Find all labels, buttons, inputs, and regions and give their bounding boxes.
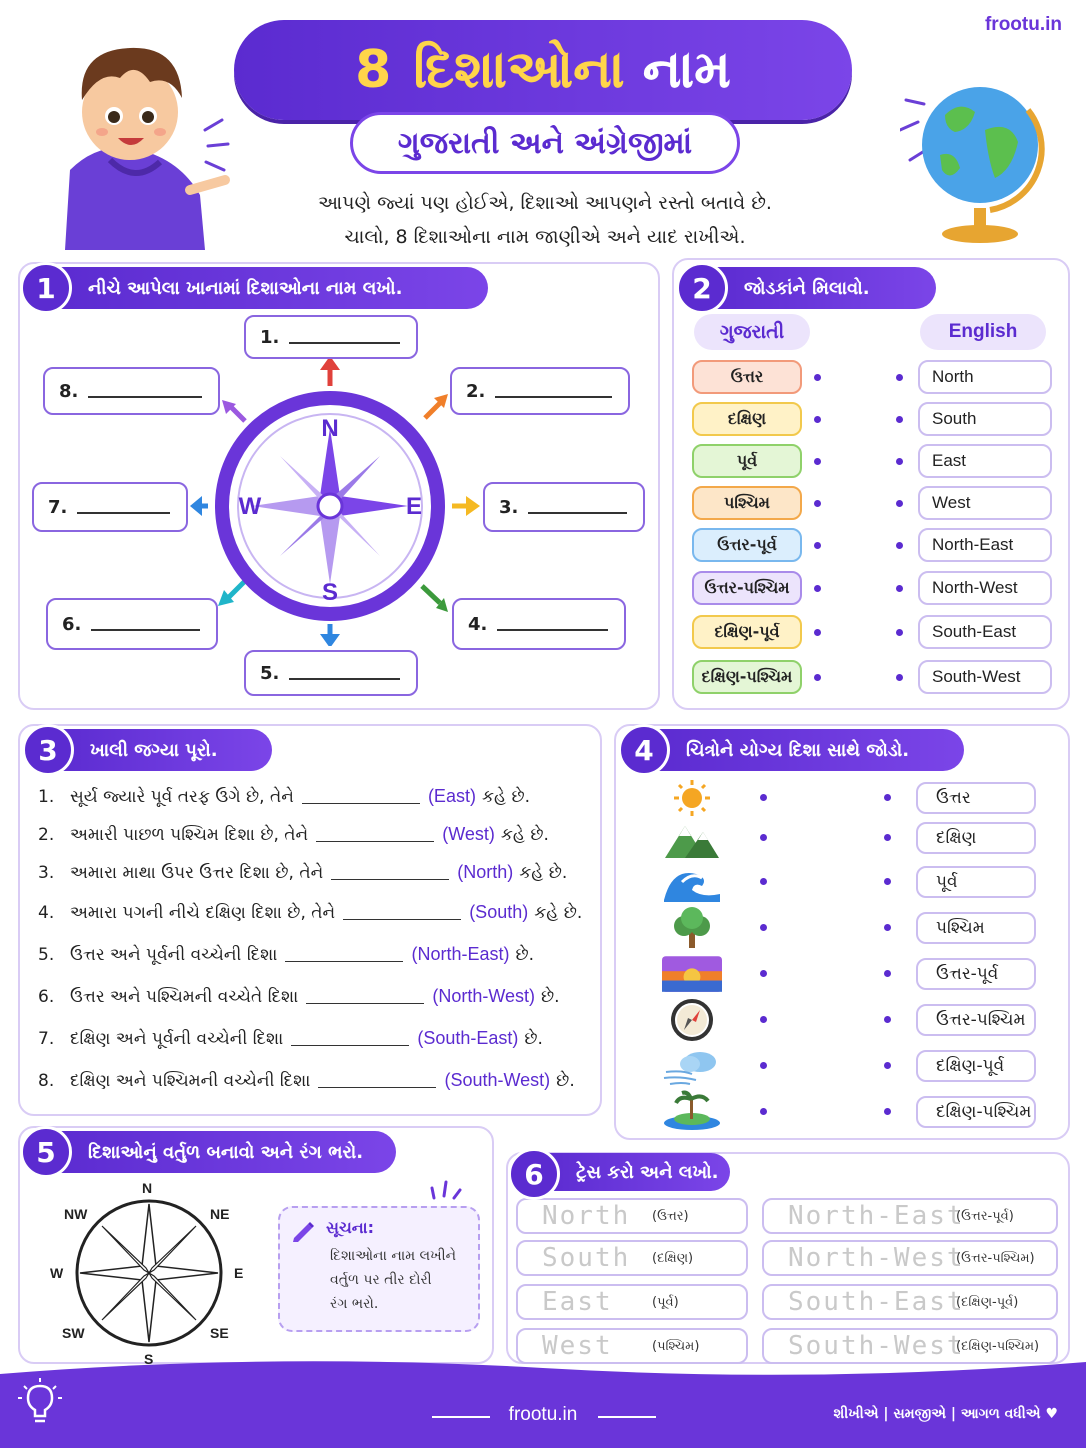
trace-box[interactable] (516, 1284, 748, 1320)
fill-row-number: 8. (38, 1070, 55, 1091)
fill-row-suffix: કહે છે. (519, 862, 568, 883)
trace-gujarati-hint: (દક્ષિણ) (652, 1250, 694, 1266)
trace-word: East (542, 1287, 613, 1317)
match-dot-right[interactable] (896, 542, 903, 549)
fill-in-row (38, 986, 560, 1007)
section-3-heading: ખાલી જગ્યા પૂરો. (50, 729, 272, 771)
picture-dot-left[interactable] (760, 878, 767, 885)
picture-dot-left[interactable] (760, 1108, 767, 1115)
section-5-heading: દિશાઓનું વર્તુળ બનાવો અને રંગ ભરો. (48, 1131, 396, 1173)
trace-gujarati-hint: (ઉત્તર-પૂર્વ) (956, 1208, 1014, 1224)
column-header-english: English (920, 314, 1046, 350)
match-english-item[interactable]: North-West (918, 571, 1052, 605)
fill-row-number: 2. (38, 824, 55, 845)
picture-dot-right[interactable] (884, 834, 891, 841)
section-5-number: 5 (20, 1126, 72, 1178)
match-dot-left[interactable] (814, 416, 821, 423)
circle-label-e: E (234, 1265, 244, 1281)
fill-in-row (38, 862, 567, 883)
fill-row-number: 6. (38, 986, 55, 1007)
compass-icon (662, 1000, 722, 1040)
fill-row-english-hint: (South-East) (417, 1028, 519, 1048)
fill-row-blank[interactable] (316, 828, 434, 842)
trace-box[interactable] (516, 1240, 748, 1276)
fill-row-sentence: અમારા પગની નીચે દક્ષિણ દિશા છે, તેને (70, 902, 336, 923)
fill-row-sentence: દક્ષિણ અને પૂર્વની વચ્ચેની દિશા (70, 1028, 284, 1049)
title-number: 8 (355, 40, 392, 100)
picture-dot-left[interactable] (760, 1016, 767, 1023)
match-dot-left[interactable] (814, 458, 821, 465)
fill-row-blank[interactable] (302, 790, 420, 804)
fill-in-row (38, 902, 582, 923)
match-dot-right[interactable] (896, 500, 903, 507)
globe-icon (900, 70, 1050, 250)
footer-wave (0, 1352, 1086, 1448)
hint-text (330, 1244, 466, 1316)
trace-gujarati-hint: (દક્ષિણ-પશ્ચિમ) (956, 1338, 1040, 1354)
picture-answer-item[interactable]: પૂર્વ (916, 866, 1036, 898)
sun-icon (662, 778, 722, 818)
direction-box-6[interactable] (46, 598, 218, 650)
match-dot-right[interactable] (896, 374, 903, 381)
match-gujarati-item[interactable]: પશ્ચિમ (692, 486, 802, 520)
pencil-icon (290, 1218, 316, 1244)
sparkle-icon (428, 1178, 462, 1202)
match-dot-right[interactable] (896, 458, 903, 465)
trace-gujarati-hint: (પશ્ચિમ) (652, 1338, 700, 1354)
match-english-item[interactable]: South (918, 402, 1052, 436)
fill-row-number: 5. (38, 944, 55, 965)
picture-dot-right[interactable] (884, 794, 891, 801)
title-word-1: દિશાઓના (413, 39, 625, 100)
compass-label-e: E (405, 493, 423, 520)
wind-cloud-icon (662, 1046, 722, 1086)
box-number: 6. (62, 613, 82, 635)
match-dot-left[interactable] (814, 585, 821, 592)
page-title (234, 20, 852, 120)
direction-box-4[interactable] (452, 598, 626, 650)
fill-row-suffix: કહે છે. (481, 786, 530, 807)
match-english-item[interactable]: North (918, 360, 1052, 394)
trace-word: South (542, 1243, 631, 1273)
fill-row-number: 3. (38, 862, 55, 883)
fill-row-blank[interactable] (343, 906, 461, 920)
picture-dot-right[interactable] (884, 1062, 891, 1069)
circle-label-ne: NE (210, 1206, 230, 1222)
hint-box (278, 1206, 480, 1332)
compass-label-n: N (321, 415, 339, 442)
trace-word: North-East (788, 1201, 965, 1231)
trace-word: South-East (788, 1287, 965, 1317)
direction-box-7[interactable] (32, 482, 188, 532)
box-number: 7. (48, 496, 68, 518)
trace-word: West (542, 1331, 613, 1361)
fill-row-suffix: કહે છે. (534, 902, 583, 923)
match-gujarati-item[interactable]: પૂર્વ (692, 444, 802, 478)
fill-row-blank[interactable] (285, 948, 403, 962)
trace-word: North-West (788, 1243, 965, 1273)
picture-dot-left[interactable] (760, 794, 767, 801)
match-gujarati-item[interactable]: દક્ષિણ (692, 402, 802, 436)
fill-row-suffix: છે. (556, 1070, 575, 1091)
picture-dot-right[interactable] (884, 970, 891, 977)
box-number: 4. (468, 613, 488, 635)
fill-in-row (38, 944, 534, 965)
fill-row-english-hint: (South) (469, 902, 529, 922)
section-3-number: 3 (22, 724, 74, 776)
match-gujarati-item[interactable]: ઉત્તર-પૂર્વ (692, 528, 802, 562)
circle-label-n: N (142, 1180, 153, 1196)
footer-brand[interactable]: frootu.in (508, 1404, 578, 1425)
picture-dot-left[interactable] (760, 834, 767, 841)
intro-line-1: આપણે જ્યાં પણ હોઈએ, દિશાઓ આપણને રસ્તો બતાવે છે. (318, 192, 772, 214)
box-number: 3. (499, 496, 519, 518)
picture-dot-right[interactable] (884, 1108, 891, 1115)
match-dot-left[interactable] (814, 674, 821, 681)
tree-icon (662, 908, 722, 948)
fill-row-english-hint: (North-West) (432, 986, 536, 1006)
wave-icon (662, 864, 722, 904)
circle-label-w: W (50, 1265, 64, 1281)
sunset-icon (662, 954, 722, 994)
fill-row-english-hint: (North) (457, 862, 514, 882)
trace-gujarati-hint: (ઉત્તર) (652, 1208, 689, 1224)
match-dot-right[interactable] (896, 416, 903, 423)
fill-row-blank[interactable] (318, 1074, 436, 1088)
fill-row-suffix: છે. (541, 986, 560, 1007)
compass-label-w: W (238, 493, 262, 520)
fill-in-row (38, 1070, 575, 1091)
fill-row-english-hint: (South-West) (444, 1070, 551, 1090)
picture-answer-item[interactable]: દક્ષિણ (916, 822, 1036, 854)
picture-answer-item[interactable]: દક્ષિણ-પૂર્વ (916, 1050, 1036, 1082)
fill-row-blank[interactable] (331, 866, 449, 880)
match-dot-left[interactable] (814, 374, 821, 381)
brand-logo-text[interactable]: frootu.in (984, 14, 1062, 35)
circle-label-se: SE (210, 1325, 229, 1341)
match-gujarati-item[interactable]: ઉત્તર (692, 360, 802, 394)
match-dot-left[interactable] (814, 500, 821, 507)
match-dot-left[interactable] (814, 542, 821, 549)
picture-answer-item[interactable]: ઉત્તર-પશ્ચિમ (916, 1004, 1036, 1036)
picture-dot-left[interactable] (760, 924, 767, 931)
section-4-number: 4 (618, 724, 670, 776)
column-header-gujarati: ગુજરાતી (694, 314, 810, 350)
match-gujarati-item[interactable]: દક્ષિણ-પૂર્વ (692, 615, 802, 649)
match-gujarati-item[interactable]: ઉત્તર-પશ્ચિમ (692, 571, 802, 605)
fill-row-number: 7. (38, 1028, 55, 1049)
match-english-item[interactable]: North-East (918, 528, 1052, 562)
direction-box-8[interactable] (43, 367, 220, 415)
fill-row-sentence: અમારા માથા ઉપર ઉત્તર દિશા છે, તેને (70, 862, 324, 883)
direction-box-3[interactable] (483, 482, 645, 532)
fill-row-blank[interactable] (291, 1032, 409, 1046)
trace-gujarati-hint: (ઉત્તર-પશ્ચિમ) (956, 1250, 1035, 1266)
match-gujarati-item[interactable]: દક્ષિણ-પશ્ચિમ (692, 660, 802, 694)
trace-box[interactable] (516, 1198, 748, 1234)
trace-gujarati-hint: (પૂર્વ) (652, 1294, 679, 1310)
picture-dot-left[interactable] (760, 1062, 767, 1069)
hint-line: વર્તુળ પર તીર દોરી (330, 1272, 432, 1288)
footer-tagline: શીખીએ | સમજીએ | આગળ વધીએ ♥ (833, 1406, 1058, 1422)
direction-circle (70, 1194, 228, 1352)
fill-row-number: 4. (38, 902, 55, 923)
fill-row-english-hint: (West) (442, 824, 495, 844)
picture-answer-item[interactable]: પશ્ચિમ (916, 912, 1036, 944)
fill-row-english-hint: (East) (427, 786, 476, 806)
circle-label-s: S (144, 1351, 154, 1367)
circle-label-nw: NW (64, 1206, 88, 1222)
hint-line: રંગ ભરો. (330, 1296, 379, 1312)
box-number: 8. (59, 380, 79, 402)
box-number: 2. (466, 380, 486, 402)
fill-row-blank[interactable] (306, 990, 424, 1004)
picture-dot-right[interactable] (884, 878, 891, 885)
intro-text (240, 186, 850, 254)
fill-row-number: 1. (38, 786, 55, 807)
match-dot-left[interactable] (814, 629, 821, 636)
compass-label-s: S (321, 579, 339, 606)
match-english-item[interactable]: South-East (918, 615, 1052, 649)
section-6-heading: ટ્રેસ કરો અને લખો. (536, 1153, 730, 1191)
fill-row-sentence: સૂર્ય જ્યારે પૂર્વ તરફ ઉગે છે, તેને (70, 786, 294, 807)
page-subtitle: ગુજરાતી અને અંગ્રેજીમાં (350, 112, 740, 174)
trace-box[interactable] (762, 1198, 1058, 1234)
box-number: 1. (260, 326, 280, 348)
mountain-icon (662, 820, 722, 860)
trace-box[interactable] (762, 1240, 1058, 1276)
hint-line: દિશાઓના નામ લખીને (330, 1248, 457, 1264)
match-english-item[interactable]: East (918, 444, 1052, 478)
fill-row-suffix: છે. (524, 1028, 543, 1049)
section-4-heading: ચિત્રોને યોગ્ય દિશા સાથે જોડો. (646, 729, 964, 771)
trace-word: North (542, 1201, 631, 1231)
title-word-2: નામ (642, 39, 731, 100)
section-2-number: 2 (676, 262, 728, 314)
fill-row-sentence: દક્ષિણ અને પશ્ચિમની વચ્ચેની દિશા (70, 1070, 311, 1091)
island-icon (662, 1090, 722, 1130)
direction-box-1[interactable] (244, 315, 418, 359)
box-number: 5. (260, 662, 280, 684)
match-english-item[interactable]: South-West (918, 660, 1052, 694)
match-dot-right[interactable] (896, 629, 903, 636)
circle-label-sw: SW (62, 1325, 85, 1341)
fill-row-suffix: છે. (515, 944, 535, 965)
direction-box-5[interactable] (244, 650, 418, 696)
hint-title: સૂચના: (326, 1218, 374, 1237)
direction-box-2[interactable] (450, 367, 630, 415)
match-dot-right[interactable] (896, 585, 903, 592)
compass-rose (190, 356, 480, 646)
match-dot-right[interactable] (896, 674, 903, 681)
fill-in-row (38, 1028, 543, 1049)
picture-dot-right[interactable] (884, 1016, 891, 1023)
fill-row-suffix: કહે છે. (500, 824, 549, 845)
section-1-number: 1 (20, 262, 72, 314)
boy-illustration (30, 20, 240, 250)
section-1-heading: નીચે આપેલા ખાનામાં દિશાઓના નામ લખો. (48, 267, 488, 309)
fill-row-english-hint: (North-East) (411, 944, 510, 964)
match-english-item[interactable]: West (918, 486, 1052, 520)
trace-box[interactable] (762, 1284, 1058, 1320)
section-6-number: 6 (508, 1148, 560, 1200)
fill-in-row (38, 824, 549, 845)
section-2-heading: જોડકાંને મિલાવો. (704, 267, 936, 309)
picture-answer-item[interactable]: ઉત્તર-પૂર્વ (916, 958, 1036, 990)
fill-row-sentence: ઉત્તર અને પૂર્વની વચ્ચેની દિશા (70, 944, 278, 965)
fill-in-row (38, 786, 530, 807)
fill-row-sentence: ઉત્તર અને પશ્ચિમની વચ્ચેતે દિશા (70, 986, 299, 1007)
trace-gujarati-hint: (દક્ષિણ-પૂર્વ) (956, 1294, 1019, 1310)
intro-line-2: ચાલો, 8 દિશાઓના નામ જાણીએ અને યાદ રાખીએ. (344, 226, 746, 248)
trace-word: South-West (788, 1331, 965, 1361)
picture-dot-right[interactable] (884, 924, 891, 931)
picture-dot-left[interactable] (760, 970, 767, 977)
fill-row-sentence: અમારી પાછળ પશ્ચિમ દિશા છે, તેને (70, 824, 309, 845)
picture-answer-item[interactable]: ઉત્તર (916, 782, 1036, 814)
picture-answer-item[interactable]: દક્ષિણ-પશ્ચિમ (916, 1096, 1036, 1128)
